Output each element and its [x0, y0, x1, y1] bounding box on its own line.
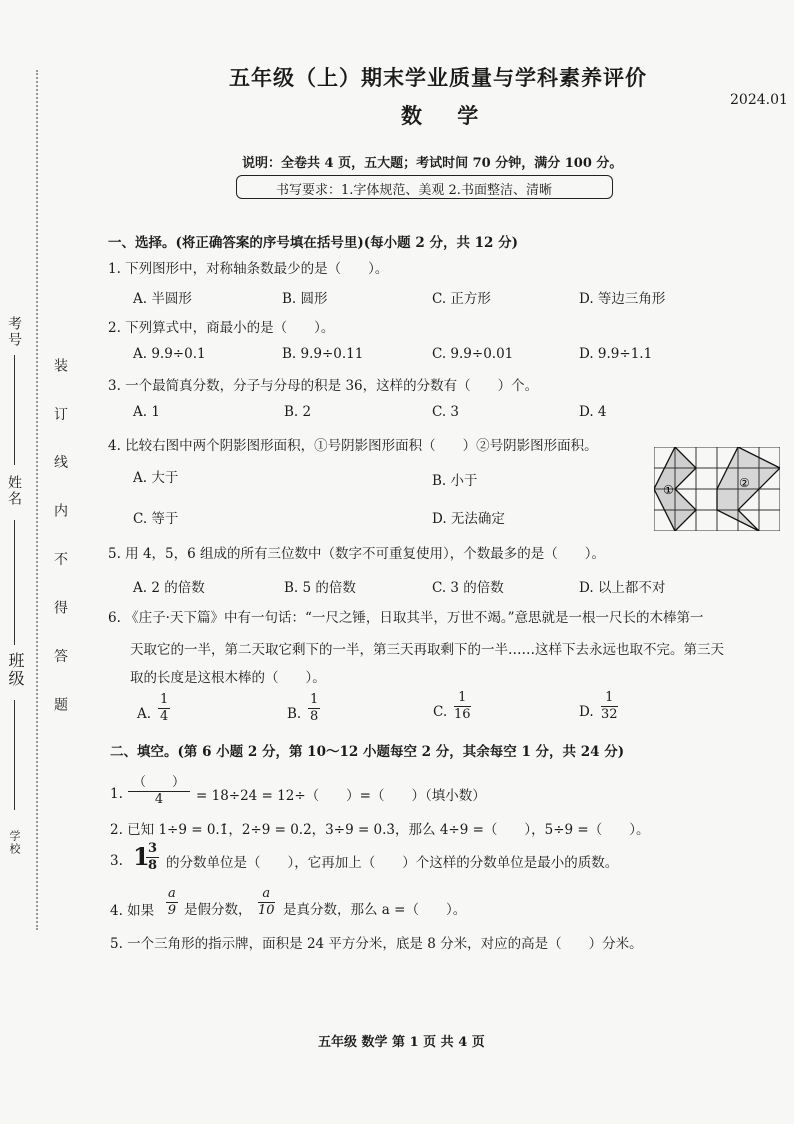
binding-warning: 装 订 线 内 不 得 答 题: [52, 358, 68, 727]
q6-option-d-label: D.: [579, 704, 594, 720]
q1-option-d: D. 等边三角形: [579, 291, 666, 307]
requirement-text: 书写要求：1.字体规范、美观 2.书面整洁、清晰: [276, 183, 552, 198]
q6-option-d-fraction: $\frac{1}{32}$: [601, 690, 618, 722]
q4-option-c: C. 等于: [133, 511, 179, 527]
q3-option-d: D. 4: [579, 404, 607, 420]
s2-q1-number: 1.: [110, 786, 123, 802]
q2-option-a: A. 9.9÷0.1: [133, 346, 206, 362]
s2-q3-number: 3.: [110, 853, 123, 869]
banji-label: 班级: [6, 652, 25, 688]
exam-note: 说明：全卷共 4 页，五大题；考试时间 70 分钟，满分 100 分。: [242, 156, 623, 171]
kaohao-blank: [14, 355, 15, 465]
s2-q1-rest: = 18÷24 = 12÷（ ）=（ ）（填小数）: [196, 788, 486, 804]
q2-option-b: B. 9.9÷0.11: [282, 346, 364, 362]
q3-option-c: C. 3: [432, 404, 460, 420]
q5-stem: 5. 用 4，5，6 组成的所有三位数中（数字不可重复使用），个数最多的是（ ）。: [108, 546, 606, 562]
shape-mark-1: ①: [663, 483, 674, 497]
q6-option-a-label: A.: [137, 706, 152, 722]
q6-line3: 取的长度是这根木棒的（ ）。: [130, 670, 326, 686]
s2-q5-text: 5. 一个三角形的指示牌，面积是 24 平方分米，底是 8 分米，对应的高是（ ）分米。: [110, 936, 643, 952]
section2-heading: 二、填空。(第 6 小题 2 分，第 10～12 小题每空 2 分，其余每空 1 分，共 24 分): [110, 744, 625, 760]
s2-q3-whole: 1: [133, 842, 150, 871]
q6-option-b-label: B.: [287, 706, 302, 722]
q6-option-c-label: C.: [433, 704, 448, 720]
q3-stem: 3. 一个最简真分数，分子与分母的积是 36，这样的分数有（ ）个。: [108, 378, 539, 394]
q3-option-b: B. 2: [284, 404, 312, 420]
s2-q3-rest: 的分数单位是（ ），它再加上（ ）个这样的分数单位是最小的质数。: [166, 855, 619, 871]
q4-grid-figure: [654, 447, 780, 531]
s2-q4-fraction-1: $\frac{a}{9}$: [167, 886, 177, 918]
q6-line2: 天取它的一半，第二天取它剩下的一半，第三天再取剩下的一半……这样下去永远也取不完。第三天: [130, 642, 724, 658]
shape-mark-2: ②: [739, 476, 750, 490]
q4-option-d: D. 无法确定: [432, 511, 505, 527]
q5-option-c: C. 3 的倍数: [432, 580, 504, 596]
xingming-blank: [14, 520, 15, 645]
s2-q1-fraction: （ ） 4: [128, 775, 190, 808]
s2-q3-fraction: $\frac{3}{8}$: [148, 841, 158, 873]
s2-q4-mid: 是假分数，: [184, 902, 252, 918]
q1-option-b: B. 圆形: [282, 291, 328, 307]
banji-blank: [14, 700, 15, 810]
kaohao-label: 考号: [6, 316, 22, 348]
q6-line1: 6. 《庄子·天下篇》中有一句话：“一尺之锤，日取其半，万世不竭。”意思就是一根一尺长的木棒第一: [108, 610, 704, 626]
q4-option-b: B. 小于: [432, 473, 478, 489]
s2-q4-fraction-2: $\frac{a}{10}$: [258, 886, 275, 918]
q4-stem: 4. 比较右图中两个阴影图形面积，①号阴影图形面积（ ）②号阴影图形面积。: [108, 438, 598, 454]
xingming-label: 姓名: [6, 475, 22, 507]
exam-date: 2024.01: [730, 92, 788, 108]
q2-stem: 2. 下列算式中，商最小的是（ ）。: [108, 320, 335, 336]
q1-option-c: C. 正方形: [432, 291, 491, 307]
q5-option-b: B. 5 的倍数: [284, 580, 356, 596]
subject-title: 数 学: [401, 103, 493, 128]
binding-dotted-line: [36, 70, 38, 930]
q4-option-a: A. 大于: [133, 470, 179, 486]
section1-heading: 一、选择。(将正确答案的序号填在括号里)(每小题 2 分，共 12 分): [108, 235, 519, 251]
q2-option-d: D. 9.9÷1.1: [579, 346, 653, 362]
s2-q2-text: 2. 已知 1÷9 = 0.1̇，2÷9 = 0.2̇，3÷9 = 0.3̇，那么 4÷9 =（ ），5÷9 =（ ）。: [110, 822, 650, 838]
s2-q4-prefix: 4. 如果: [110, 903, 155, 919]
q1-option-a: A. 半圆形: [133, 291, 192, 307]
q6-option-a-fraction: $\frac{1}{4}$: [160, 692, 169, 724]
xuexiao-label: 学校: [8, 830, 21, 856]
q1-stem: 1. 下列图形中，对称轴条数最少的是（ ）。: [108, 261, 389, 277]
q6-option-b-fraction: $\frac{1}{8}$: [310, 692, 319, 724]
s2-q4-rest: 是真分数，那么 a =（ ）。: [283, 902, 467, 918]
q2-option-c: C. 9.9÷0.01: [432, 346, 514, 362]
page-footer: 五年级 数学 第 1 页 共 4 页: [318, 1035, 485, 1050]
exam-title: 五年级（上）期末学业质量与学科素养评价: [229, 65, 647, 90]
q5-option-d: D. 以上都不对: [579, 580, 666, 596]
q5-option-a: A. 2 的倍数: [133, 580, 205, 596]
q6-option-c-fraction: $\frac{1}{16}$: [454, 690, 471, 722]
q3-option-a: A. 1: [133, 404, 160, 420]
